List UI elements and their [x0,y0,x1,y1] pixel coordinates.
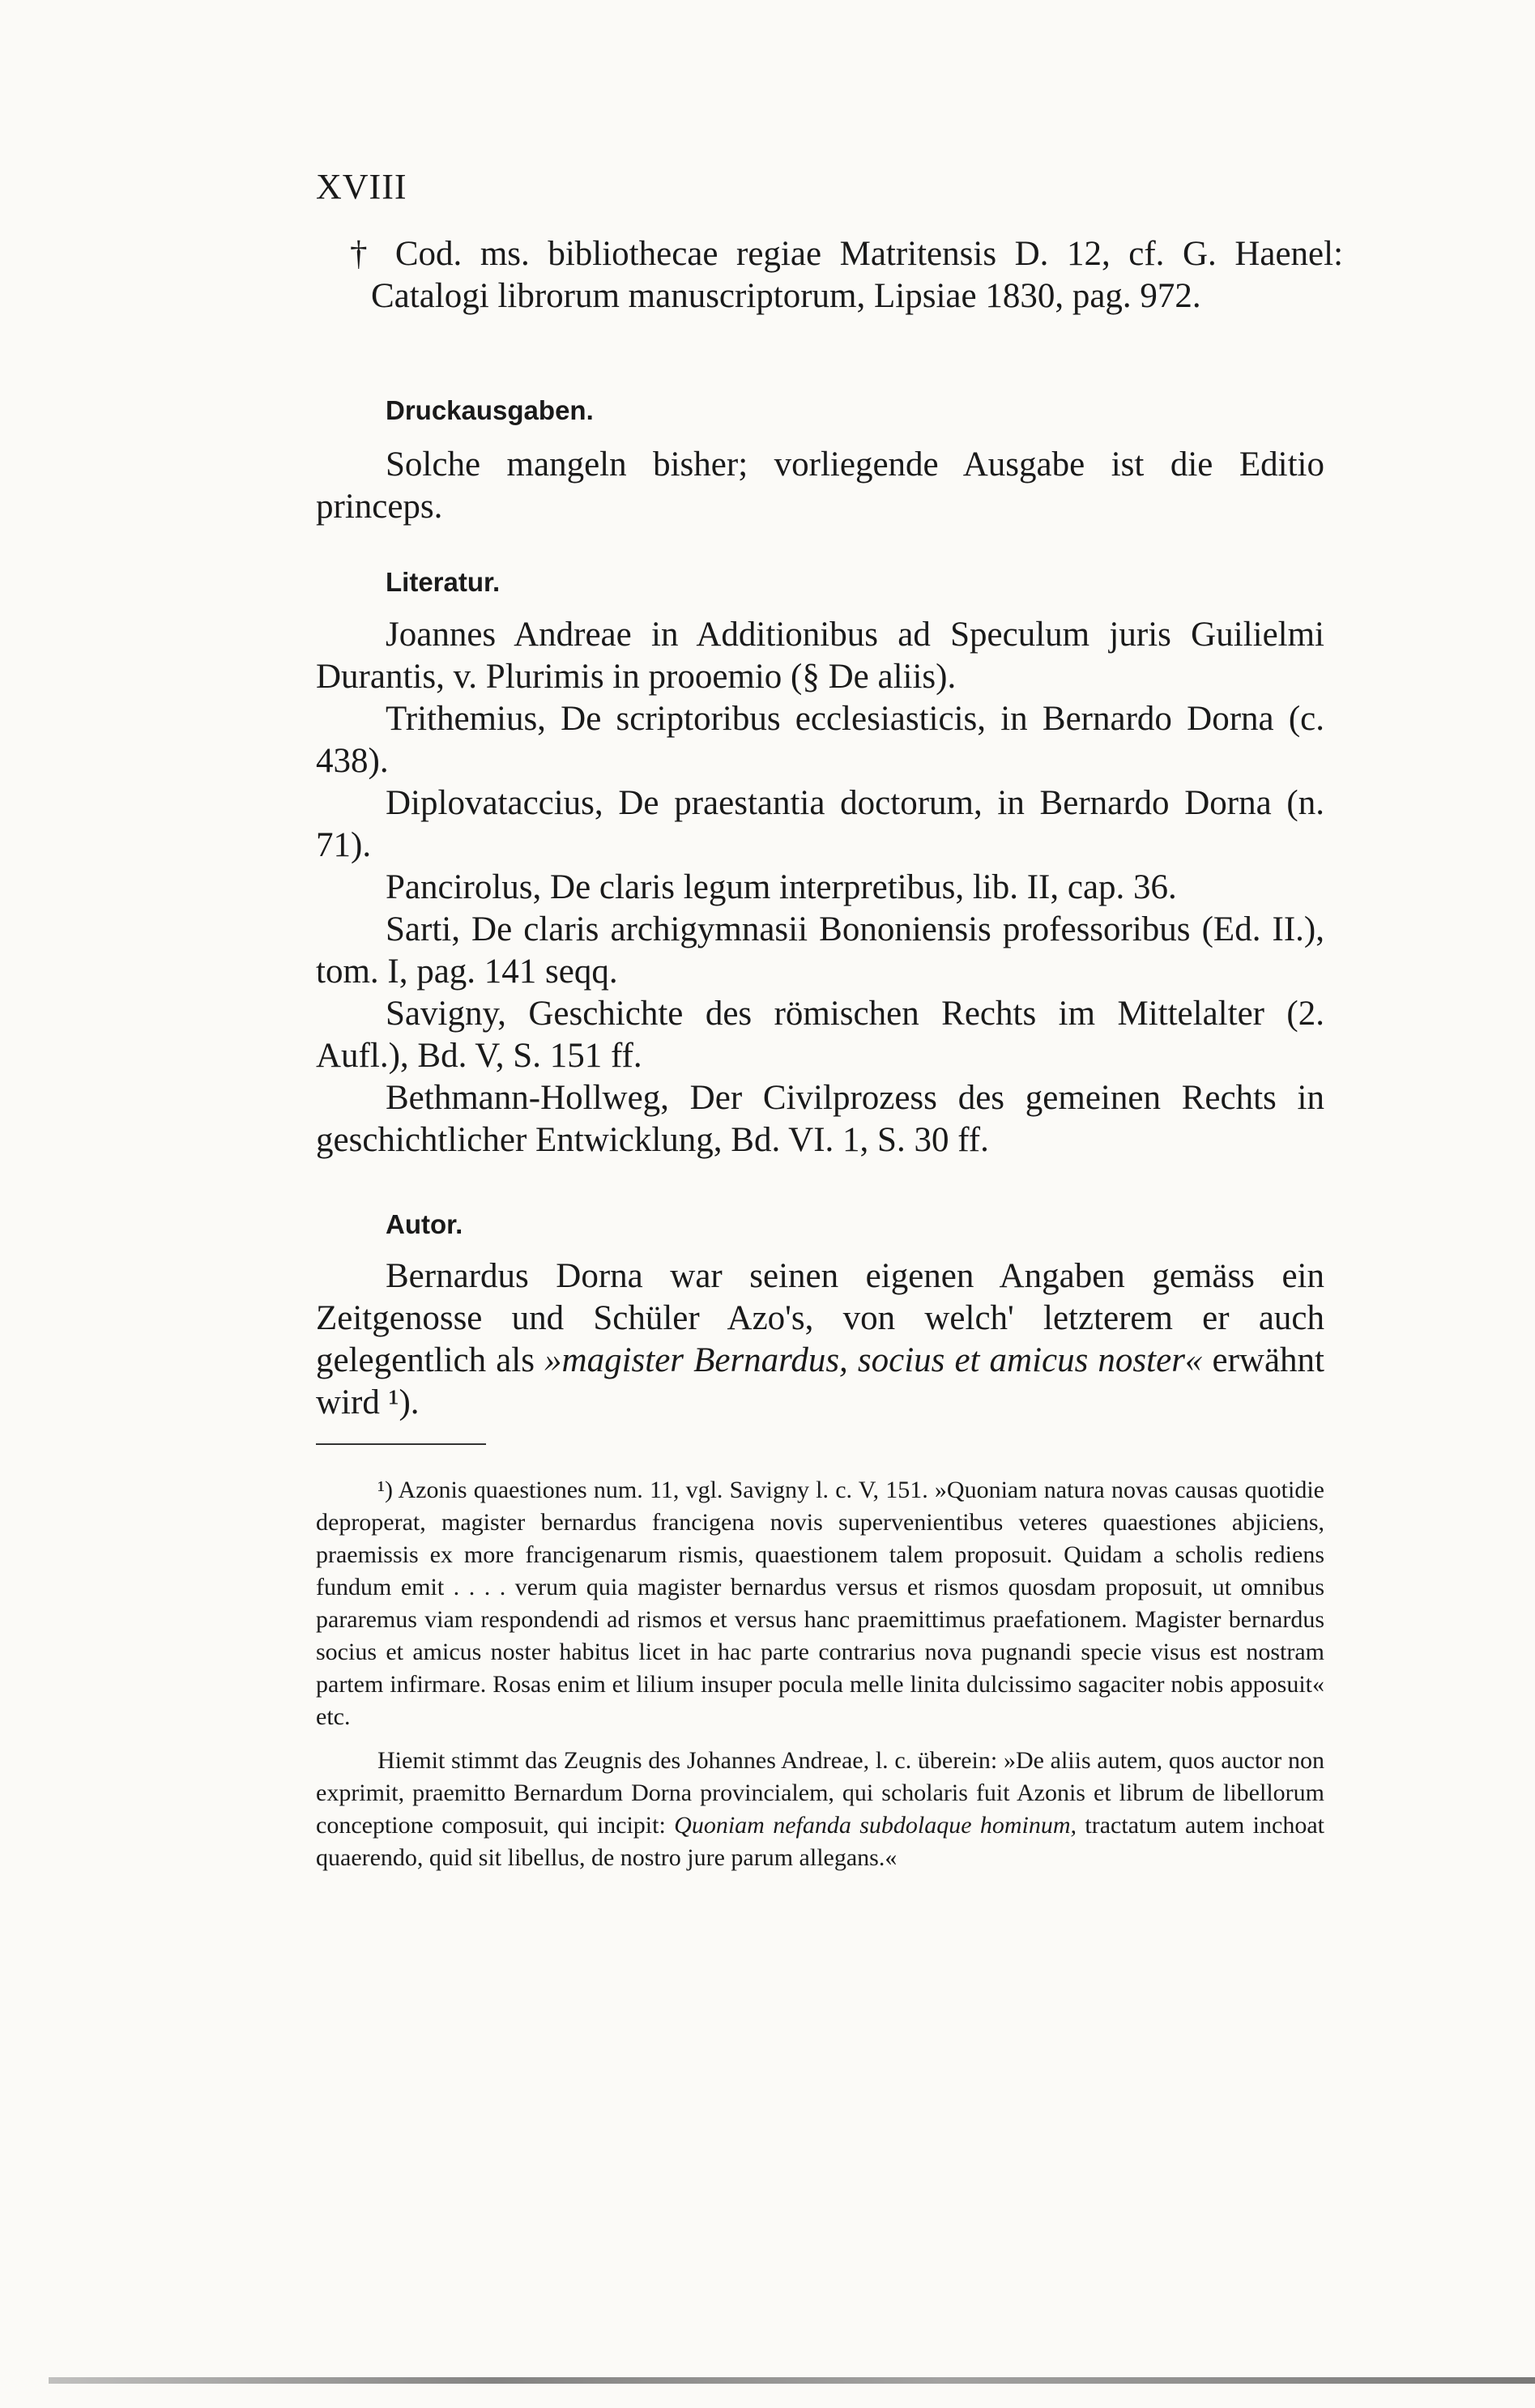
footnote-divider [316,1443,486,1445]
footnote-para-2 [316,1745,1324,1874]
footnote-para-1: ¹) Azonis quaestiones num. 11, vgl. Savigny l. c. V, 151. »Quoniam natura novas causas quotidie deproperat, magister bernardus francigena novis supervenientibus veteres quaestiones abjiciens, praemissis ex more francigenarum rismis, quaestionem talem proposuit. Quidam a scholis rediens fundum emit . . . . verum quia magister bernardus versus et rismos quosdam proposuit, ut omnibus pararemus viam respondendi ad rismos et versus hanc praemittimus praefationem. Magister bernardus socius et amicus noster habitus licet in hac parte contrarius nova pugnandi specie visus est nostram partem infirmare. Rosas enim et lilium insuper pocula melle linita dulcissimo sagaciter nobis apposuit« etc. [316,1477,1324,1730]
autor-quote: »magister Bernardus, socius et amicus noster« [544,1341,1203,1379]
literatur-entry: Joannes Andreae in Additionibus ad Speculum juris Guilielmi Durantis, v. Plurimis in prooemio (§ De aliis). [316,616,1324,696]
literatur-entry: Pancirolus, De claris legum interpretibus, lib. II, cap. 36. [386,868,1177,906]
footnote [316,1474,1324,1874]
autor-heading: Autor. [386,1209,463,1239]
footnote-para-2-after: tractatum autem inchoat quaerendo, quid sit libellus, de nostro jure parum allegans.« [316,1812,1324,1871]
page-number: XVIII [316,167,407,207]
autor-body-after: erwähnt wird ¹). [316,1341,1324,1421]
autor-text [316,1255,1324,1424]
literatur-entry: Bethmann-Hollweg, Der Civilprozess des gemeinen Rechts in geschichtlicher Entwicklung, Bd. VI. 1, S. 30 ff. [316,1079,1324,1159]
literatur-entry: Savigny, Geschichte des römischen Rechts im Mittelalter (2. Aufl.), Bd. V, S. 151 ff. [316,995,1324,1075]
footnote-incipit: Quoniam nefanda subdolaque hominum, [674,1812,1077,1839]
literatur-entry: Diplovataccius, De praestantia doctorum, in Bernardo Dorna (n. 71). [316,784,1324,864]
druckausgaben-text [316,444,1324,528]
dagger-mark: † [350,235,377,273]
druckausgaben-body: Solche mangeln bisher; vorliegende Ausgabe ist die Editio princeps. [316,445,1324,526]
literatur-entry: Sarti, De claris archigymnasii Bononiensis professoribus (Ed. II.), tom. I, pag. 141 seqq. [316,910,1324,991]
literatur-list [316,614,1324,1161]
literatur-entry: Trithemius, De scriptoribus ecclesiasticis, in Bernardo Dorna (c. 438). [316,700,1324,780]
literatur-heading: Literatur. [386,567,501,597]
codex-text: Cod. ms. bibliothecae regiae Matritensis D. 12, cf. G. Haenel: Catalogi librorum manuscriptorum, Lipsiae 1830, pag. 972. [371,235,1344,315]
scan-edge [49,2377,1535,2384]
autor-body-before: Bernardus Dorna war seinen eigenen Angaben gemäss ein Zeitgenosse und Schüler Azo's, von welch' letzterem er auch gelegentlich als [316,1257,1324,1379]
druckausgaben-heading: Druckausgaben. [386,395,594,425]
footnote-para-2-before: Hiemit stimmt das Zeugnis des Johannes Andreae, l. c. überein: »De aliis autem, quos auctor non exprimit, praemitto Bernardum Dorna provincialem, qui scholaris fuit Azonis et librum de libellorum conceptione composuit, qui incipit: [316,1747,1324,1839]
codex-entry [350,233,1343,318]
